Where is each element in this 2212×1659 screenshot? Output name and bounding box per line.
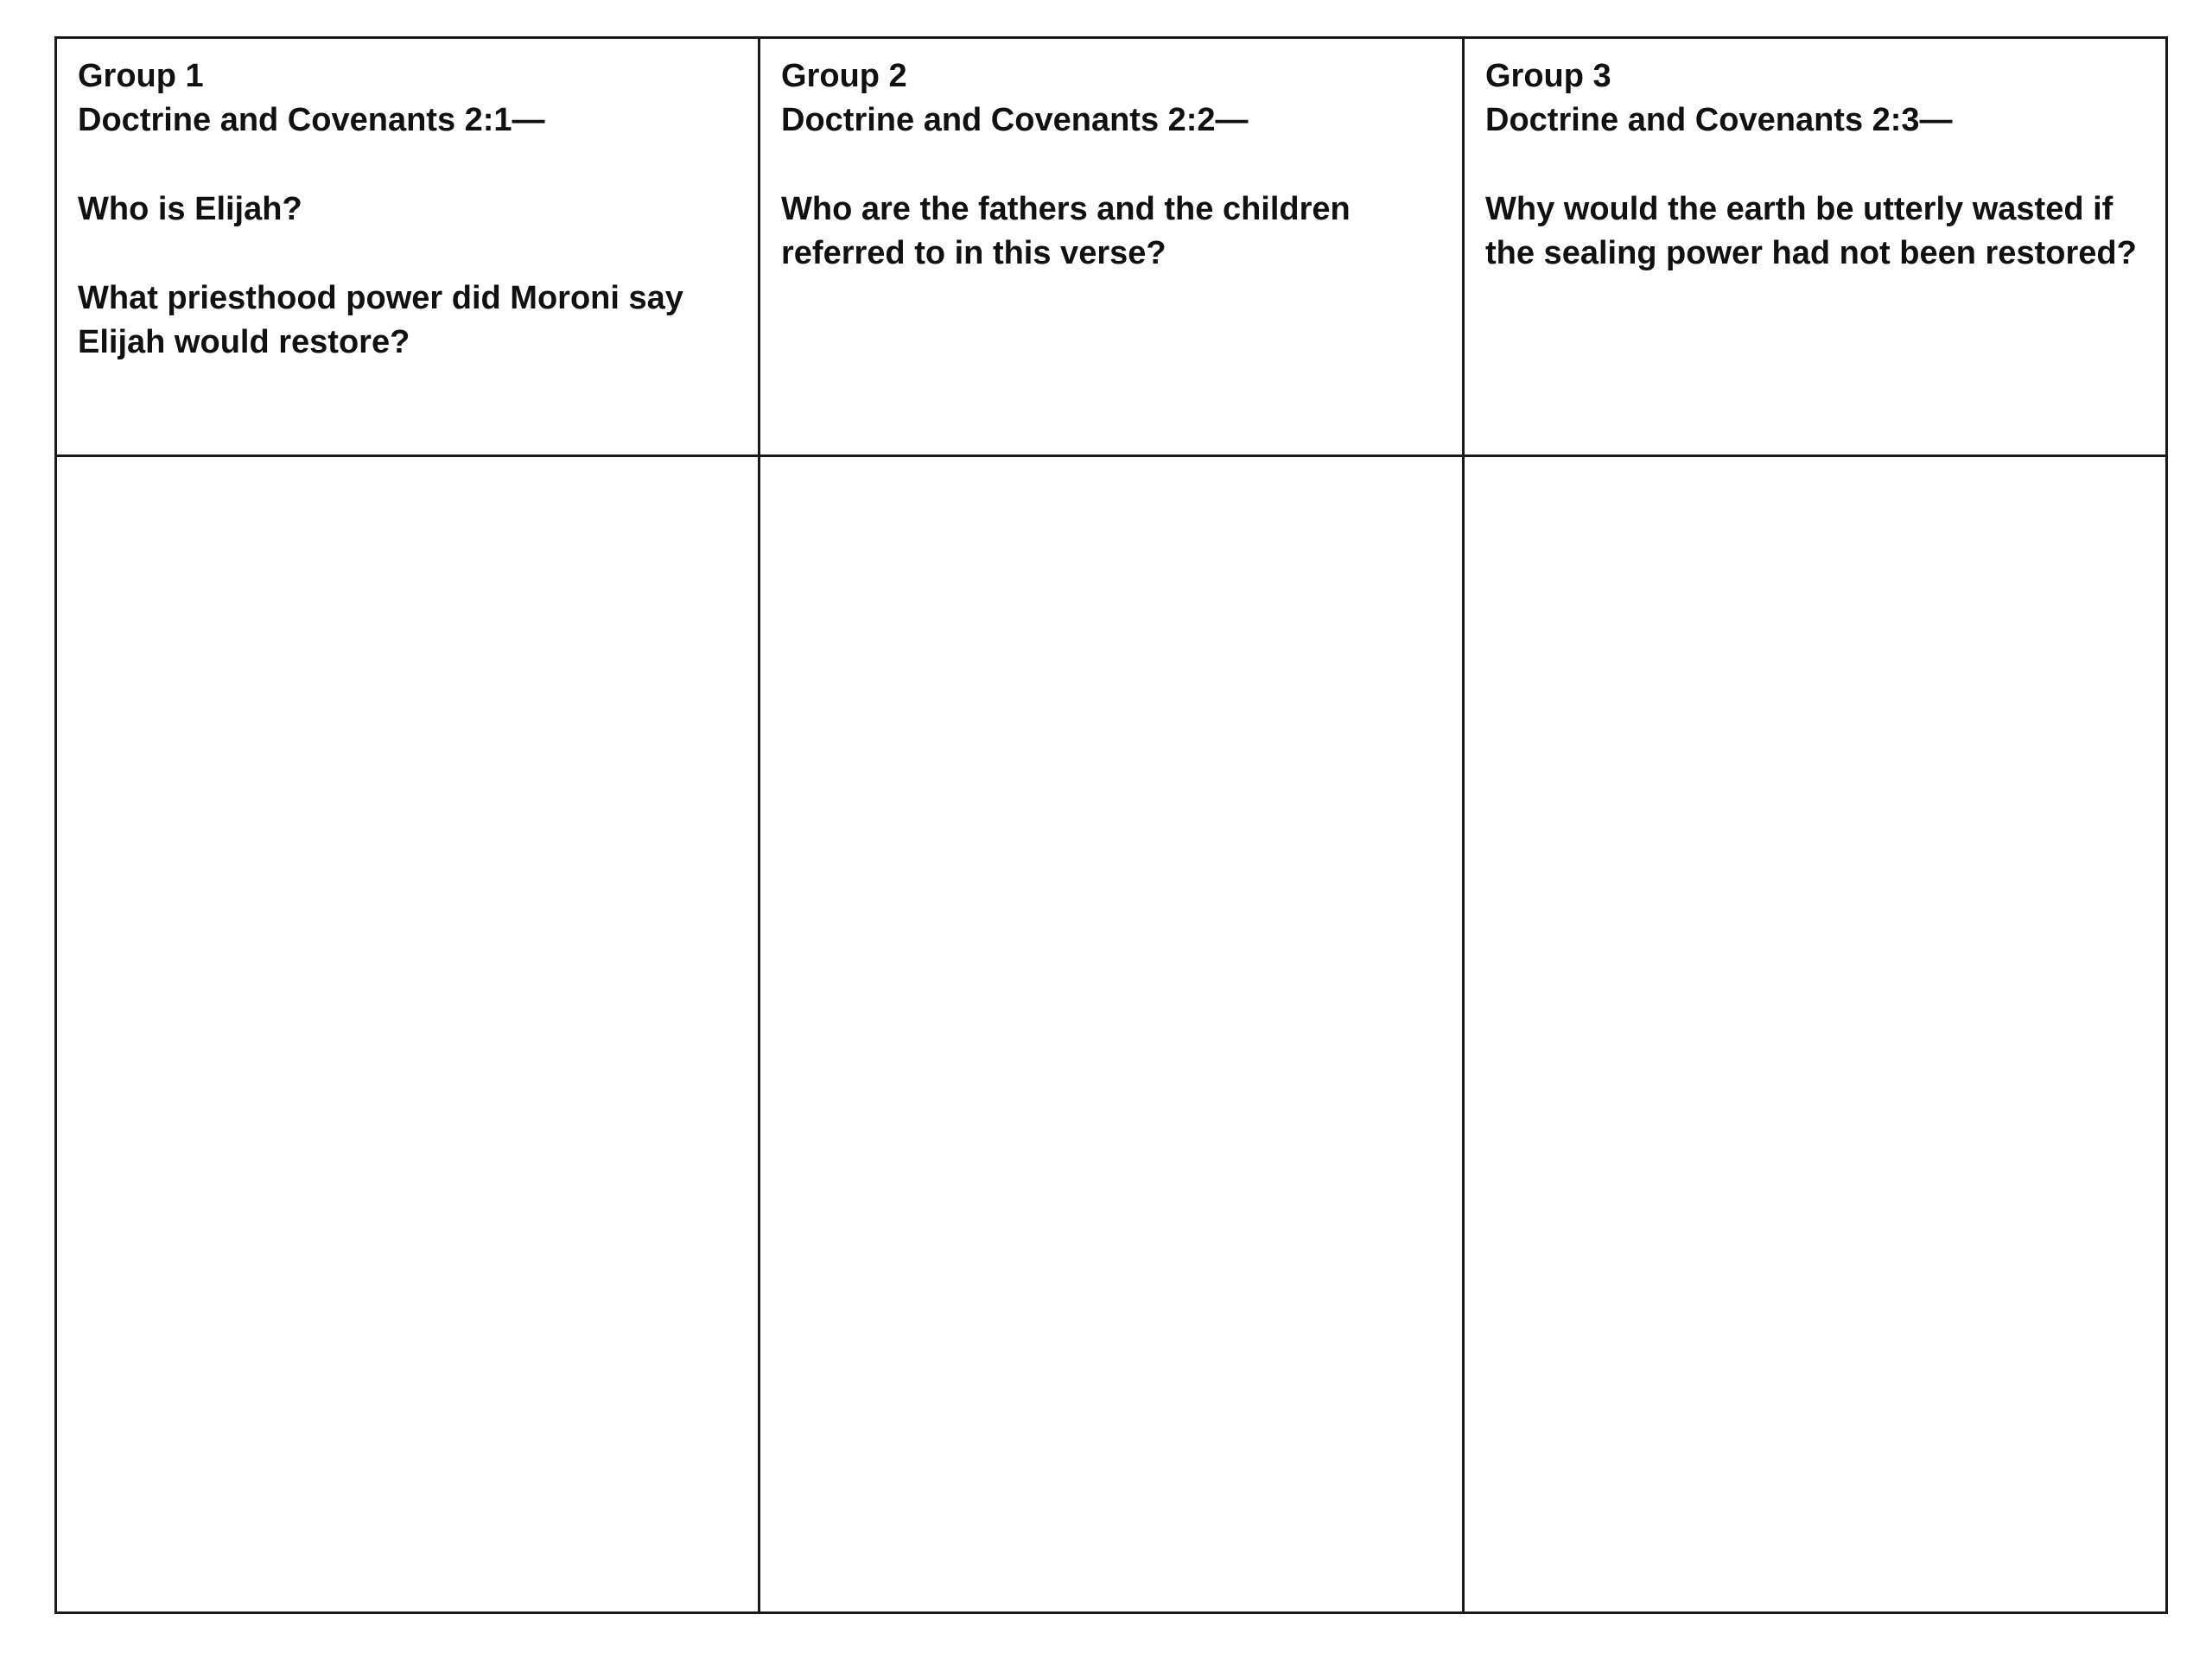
group-title: Group 2 (781, 58, 907, 94)
question: What priesthood power did Moroni say Elijah would restore? (78, 280, 683, 360)
scripture-reference: Doctrine and Covenants 2:2— (781, 102, 1249, 138)
group-1-answer-area[interactable] (57, 457, 760, 1611)
question: Who are the fathers and the children referred to in this verse? (781, 191, 1351, 271)
group-1-prompt-cell (57, 39, 760, 457)
scripture-reference: Doctrine and Covenants 2:3— (1485, 102, 1953, 138)
question: Who is Elijah? (78, 191, 302, 227)
group-2-prompt-cell (760, 39, 1465, 457)
group-3-answer-area[interactable] (1465, 457, 2165, 1611)
question: Why would the earth be utterly wasted if the sealing power had not been restored? (1485, 191, 2137, 271)
group-2-answer-area[interactable] (760, 457, 1465, 1611)
group-3-prompt-cell (1465, 39, 2165, 457)
worksheet-table (54, 36, 2168, 1614)
group-title: Group 1 (78, 58, 204, 94)
scripture-reference: Doctrine and Covenants 2:1— (78, 102, 545, 138)
group-title: Group 3 (1485, 58, 1611, 94)
